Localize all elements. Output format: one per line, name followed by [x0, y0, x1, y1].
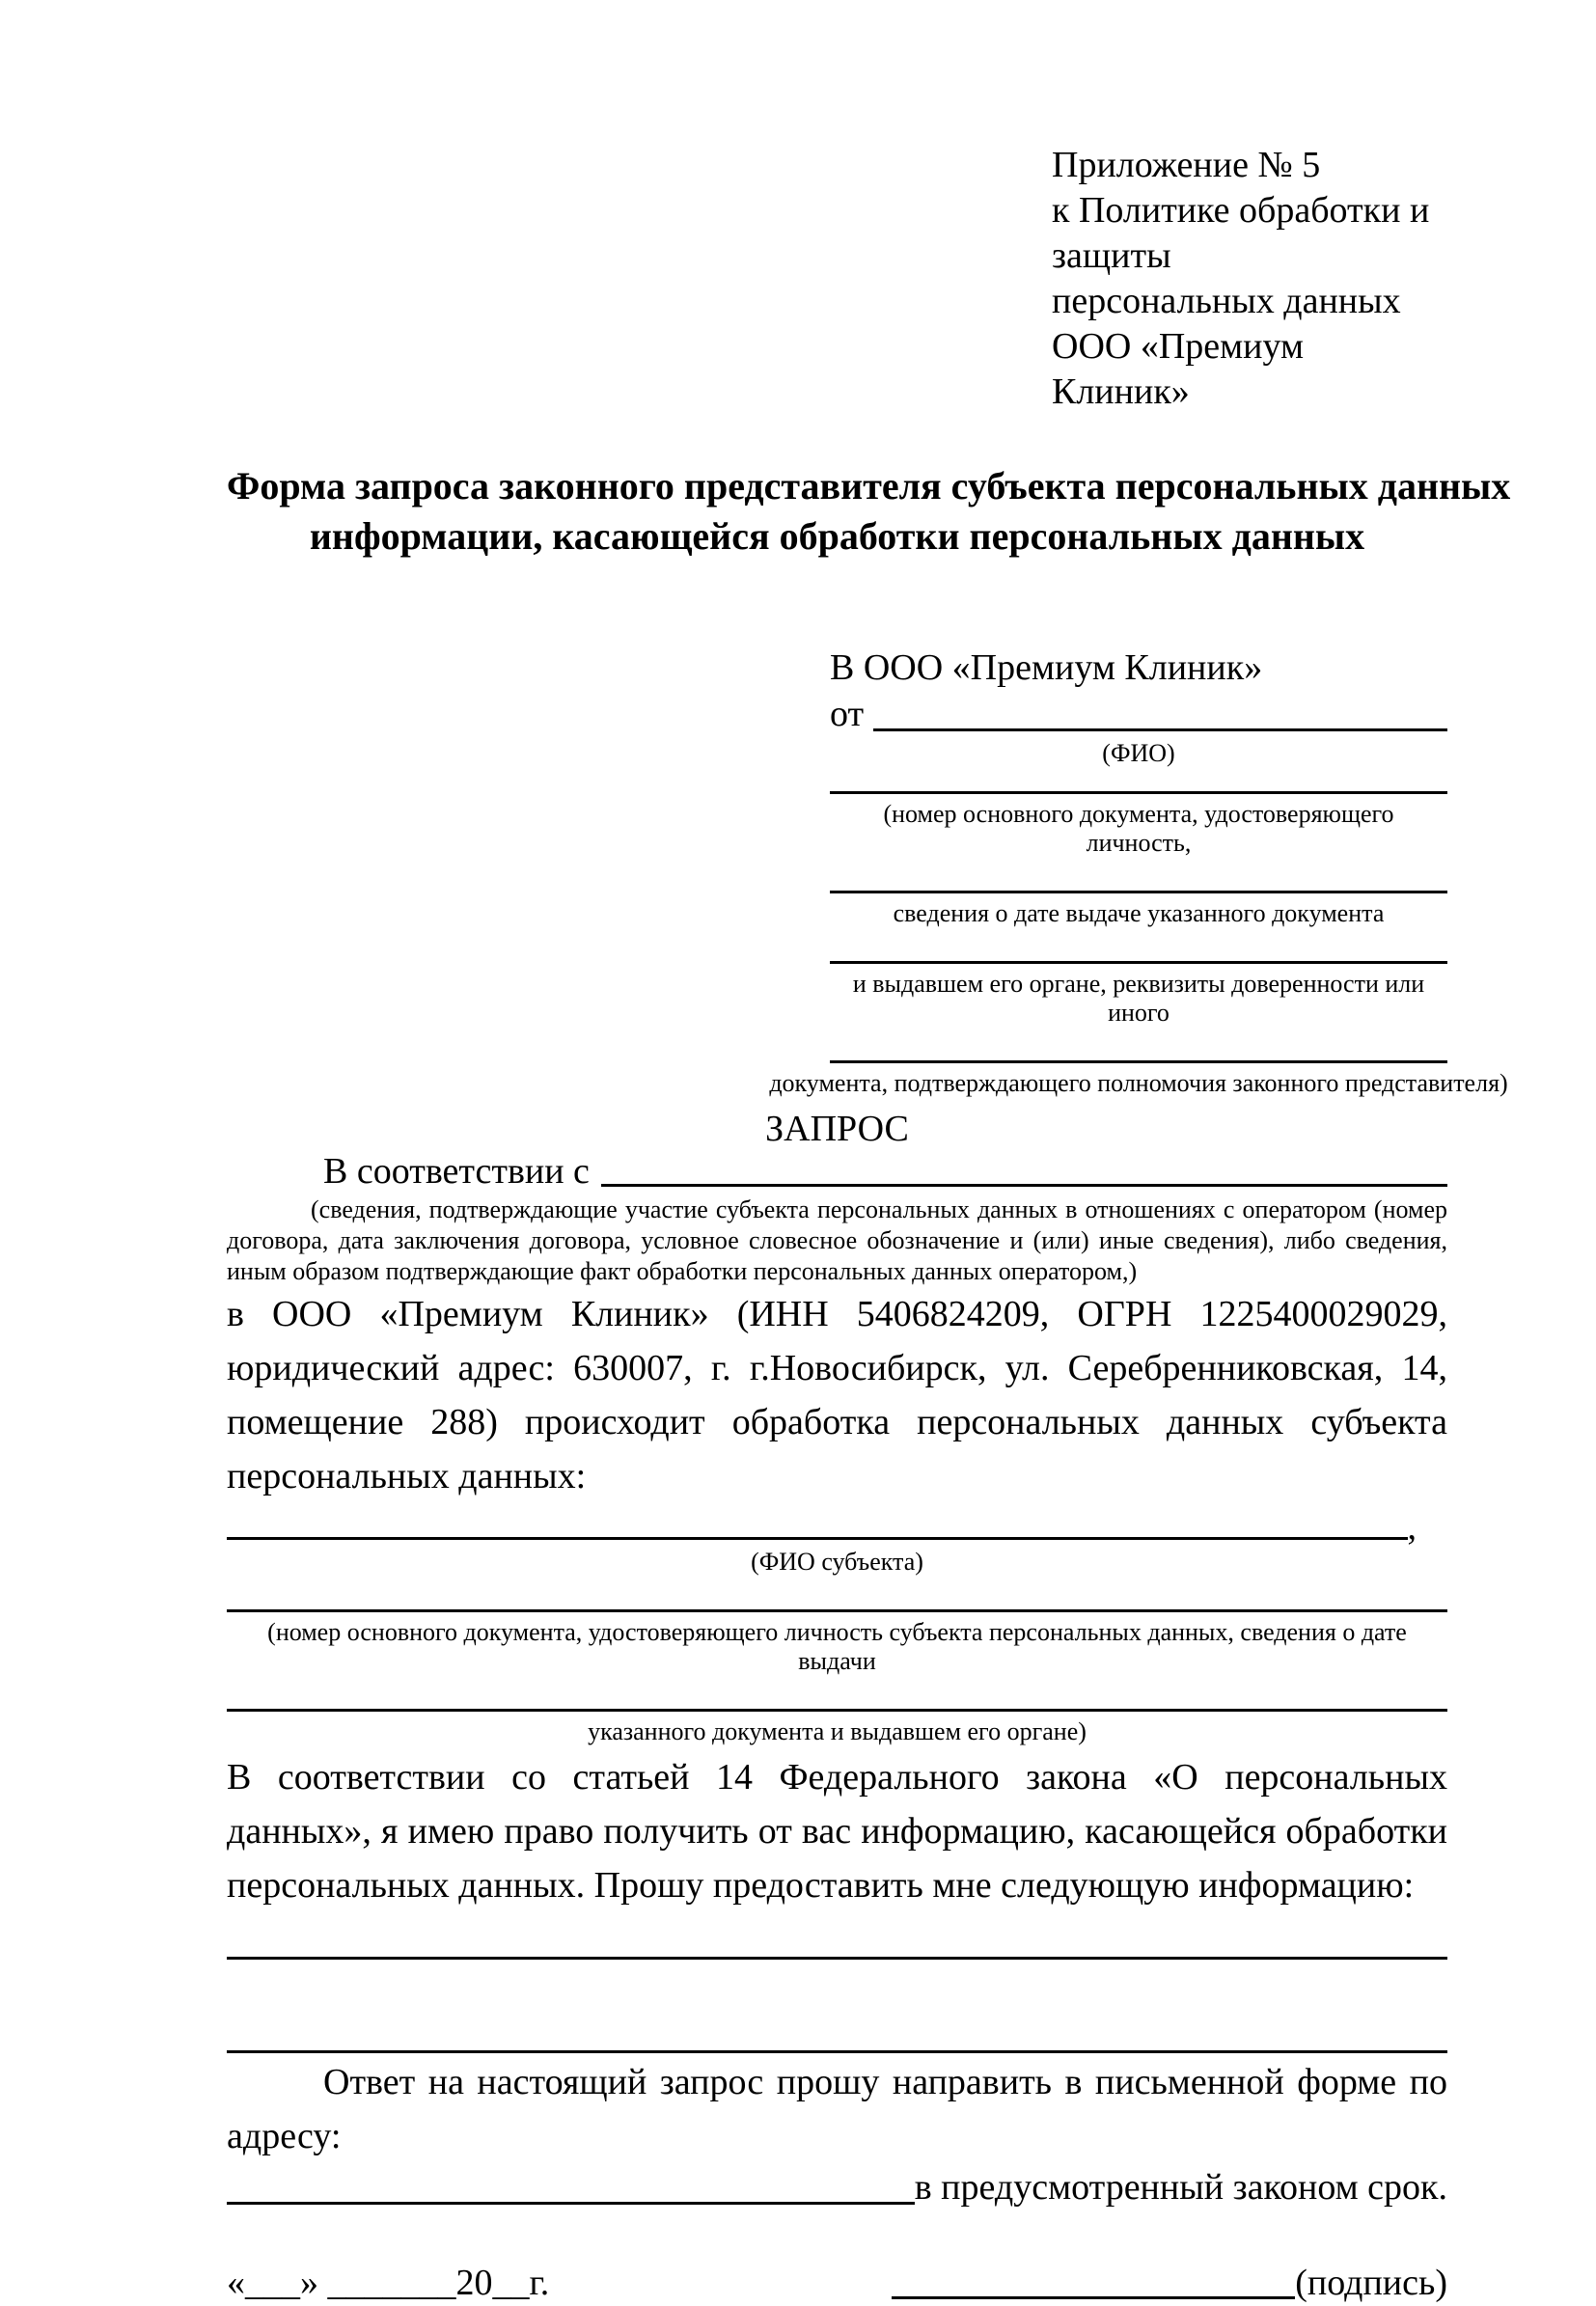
blank-line: [830, 1049, 1447, 1063]
representative-name-blank-line: [873, 691, 1447, 731]
from-label: от: [830, 694, 865, 734]
subject-document-caption: (номер основного документа, удостоверяющего личность субъекта персональных данных, сведения о дате выдачи: [267, 1618, 1407, 1675]
subject-fio-blank-line: [227, 1509, 1408, 1540]
from-row: [830, 691, 1447, 737]
form-title-line: информации, касающейся обработки персональных данных: [309, 514, 1365, 558]
reply-tail-text: в предусмотренный законом срок.: [914, 2167, 1447, 2208]
representative-document-blank: [830, 879, 1447, 928]
representative-document-blank: [830, 780, 1447, 858]
blank-line: [830, 949, 1447, 964]
signature-caption: (подпись): [1295, 2263, 1447, 2303]
representative-document-blank: [830, 949, 1447, 1028]
reply-address-blank-line: [227, 2163, 915, 2205]
reply-paragraph: Ответ на настоящий запрос прошу направить в письменной форме по адресу:: [227, 2062, 1447, 2156]
date-line: «___» _______20__г.: [227, 2263, 550, 2303]
fio-caption: (ФИО): [1102, 739, 1175, 767]
blank-caption: сведения о дате выдаче указанного документа: [893, 899, 1385, 927]
annex-line: к Политике обработки и защиты: [1052, 190, 1430, 276]
signature-row: [227, 2260, 1447, 2306]
lead-in-text: В соответствии с: [323, 1151, 590, 1192]
form-title: [227, 461, 1511, 562]
form-title-line: Форма запроса законного представителя субъекта персональных данных: [227, 464, 1511, 508]
signature-blank-line: [892, 2260, 1295, 2299]
reply-address-row: [227, 2163, 1447, 2211]
signature-group: [892, 2260, 1447, 2306]
requested-info-blank-line: [227, 1932, 1447, 1960]
law-paragraph: В соответствии со статьей 14 Федерального закона «О персональных данных», я имею право получить от вас информацию, касающейся обработки персональных данных. Прошу предоставить мне следующую информацию:: [227, 1757, 1447, 1906]
annex-reference: [1052, 143, 1447, 415]
lead-in-row: [227, 1150, 1447, 1193]
comma-text: ,: [1407, 1507, 1417, 1548]
annex-line: ООО «Премиум Клиник»: [1052, 326, 1305, 412]
lead-caption: (сведения, подтверждающие участие субъекта персональных данных в отношениях с оператором (номер договора, дата заключения договора, условное словесное обозначение и (или) иные сведения), либо сведения, иным образом подтверждающие факт обработки персональных данных оператором,): [227, 1195, 1447, 1285]
subject-fio-row: [227, 1509, 1447, 1546]
blank-caption: и выдавшем его органе, реквизиты доверенности или иного: [852, 970, 1425, 1027]
annex-line: персональных данных: [1052, 281, 1401, 321]
relation-details-blank-line: [601, 1150, 1447, 1187]
addressee-org: В ООО «Премиум Клиник»: [830, 647, 1263, 688]
request-heading: ЗАПРОС: [765, 1109, 909, 1149]
subject-fio-caption: (ФИО субъекта): [751, 1548, 923, 1576]
annex-line: Приложение № 5: [1052, 145, 1321, 185]
blank-caption: (номер основного документа, удостоверяющего личность,: [883, 800, 1394, 857]
subject-document-caption: указанного документа и выдавшем его органе): [588, 1717, 1087, 1745]
requested-info-blank-line: [227, 1981, 1447, 2053]
blank-caption: документа, подтверждающего полномочия законного представителя): [769, 1069, 1508, 1097]
blank-line: [830, 780, 1447, 794]
representative-document-blank: [769, 1049, 1508, 1098]
subject-document-blank-line: [227, 1598, 1447, 1612]
subject-document-blank-line: [227, 1697, 1447, 1712]
addressee-block: [769, 645, 1508, 1098]
blank-line: [830, 879, 1447, 893]
operator-paragraph: в ООО «Премиум Клиник» (ИНН 5406824209, ОГРН 1225400029029, юридический адрес: 630007, г. г.Новосибирск, ул. Серебренниковская, 14, помещение 288) происходит обработка персональных данных субъекта персональных данных:: [227, 1294, 1447, 1496]
